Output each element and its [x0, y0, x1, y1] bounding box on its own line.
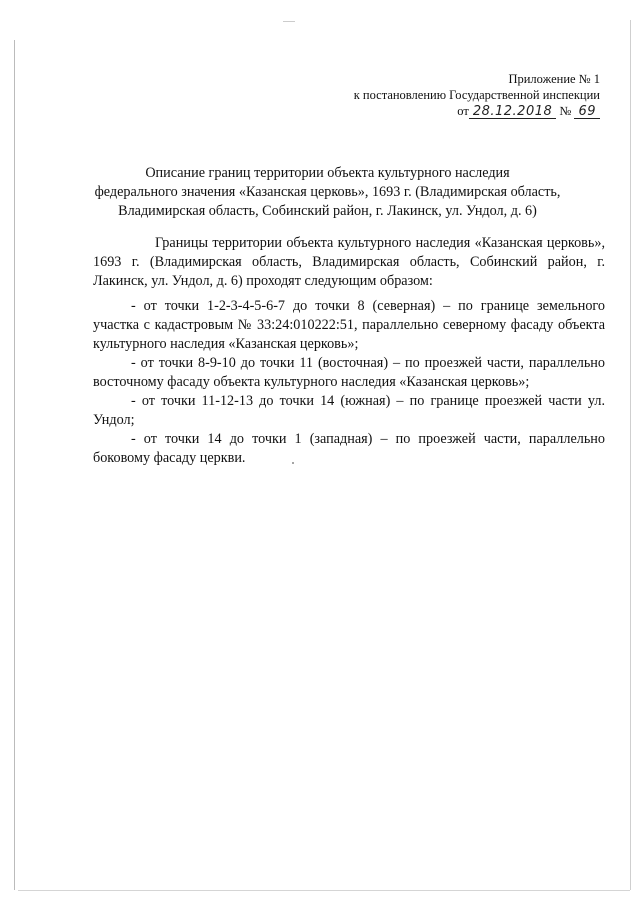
scan-edge-bottom: [18, 890, 630, 891]
resolution-label: к постановлению Государственной инспекции: [353, 88, 600, 102]
title-line-1: Описание границ территории объекта культурного наследия: [145, 165, 510, 181]
appendix-label: Приложение № 1: [508, 72, 600, 86]
date-value: 28.12.2018: [469, 105, 556, 119]
boundary-list: [93, 297, 605, 468]
title-line-2: федерального значения «Казанская церковь», 1693 г. (Владимирская область,: [94, 184, 561, 200]
appendix-header: [354, 71, 600, 119]
title-line-3: Владимирская область, Собинский район, г. Лакинск, ул. Ундол, д. 6): [118, 203, 537, 219]
boundary-item-west: - от точки 14 до точки 1 (западная) – по проезжей части, параллельно боковому фасаду церкви.: [93, 431, 605, 466]
document-title: [90, 164, 565, 221]
scan-edge-left: [14, 40, 15, 890]
number-value: 69: [574, 105, 600, 119]
date-number-line: [354, 103, 600, 119]
boundary-item-east: - от точки 8-9-10 до точки 11 (восточная) – по проезжей части, параллельно восточному фасаду объекта культурного наследия «Казанская церковь»;: [93, 355, 605, 390]
intro-text: Границы территории объекта культурного наследия «Казанская церковь», 1693 г. (Владимирская область, Владимирская область, Собинский район, г. Лакинск, ул. Ундол, д. 6) проходят следующим образом:: [93, 235, 605, 289]
boundary-item-north: - от точки 1-2-3-4-5-6-7 до точки 8 (северная) – по границе земельного участка с кадастровым № 33:24:010222:51, параллельно северному фасаду объекта культурного наследия «Казанская церковь»;: [93, 298, 605, 352]
boundary-item-south: - от точки 11-12-13 до точки 14 (южная) – по границе проезжей части ул. Ундол;: [93, 393, 605, 428]
number-prefix: №: [559, 104, 572, 118]
scan-mark: [283, 21, 295, 22]
intro-paragraph: [93, 234, 605, 291]
date-prefix: от: [457, 104, 469, 118]
scan-edge-right: [630, 20, 631, 890]
